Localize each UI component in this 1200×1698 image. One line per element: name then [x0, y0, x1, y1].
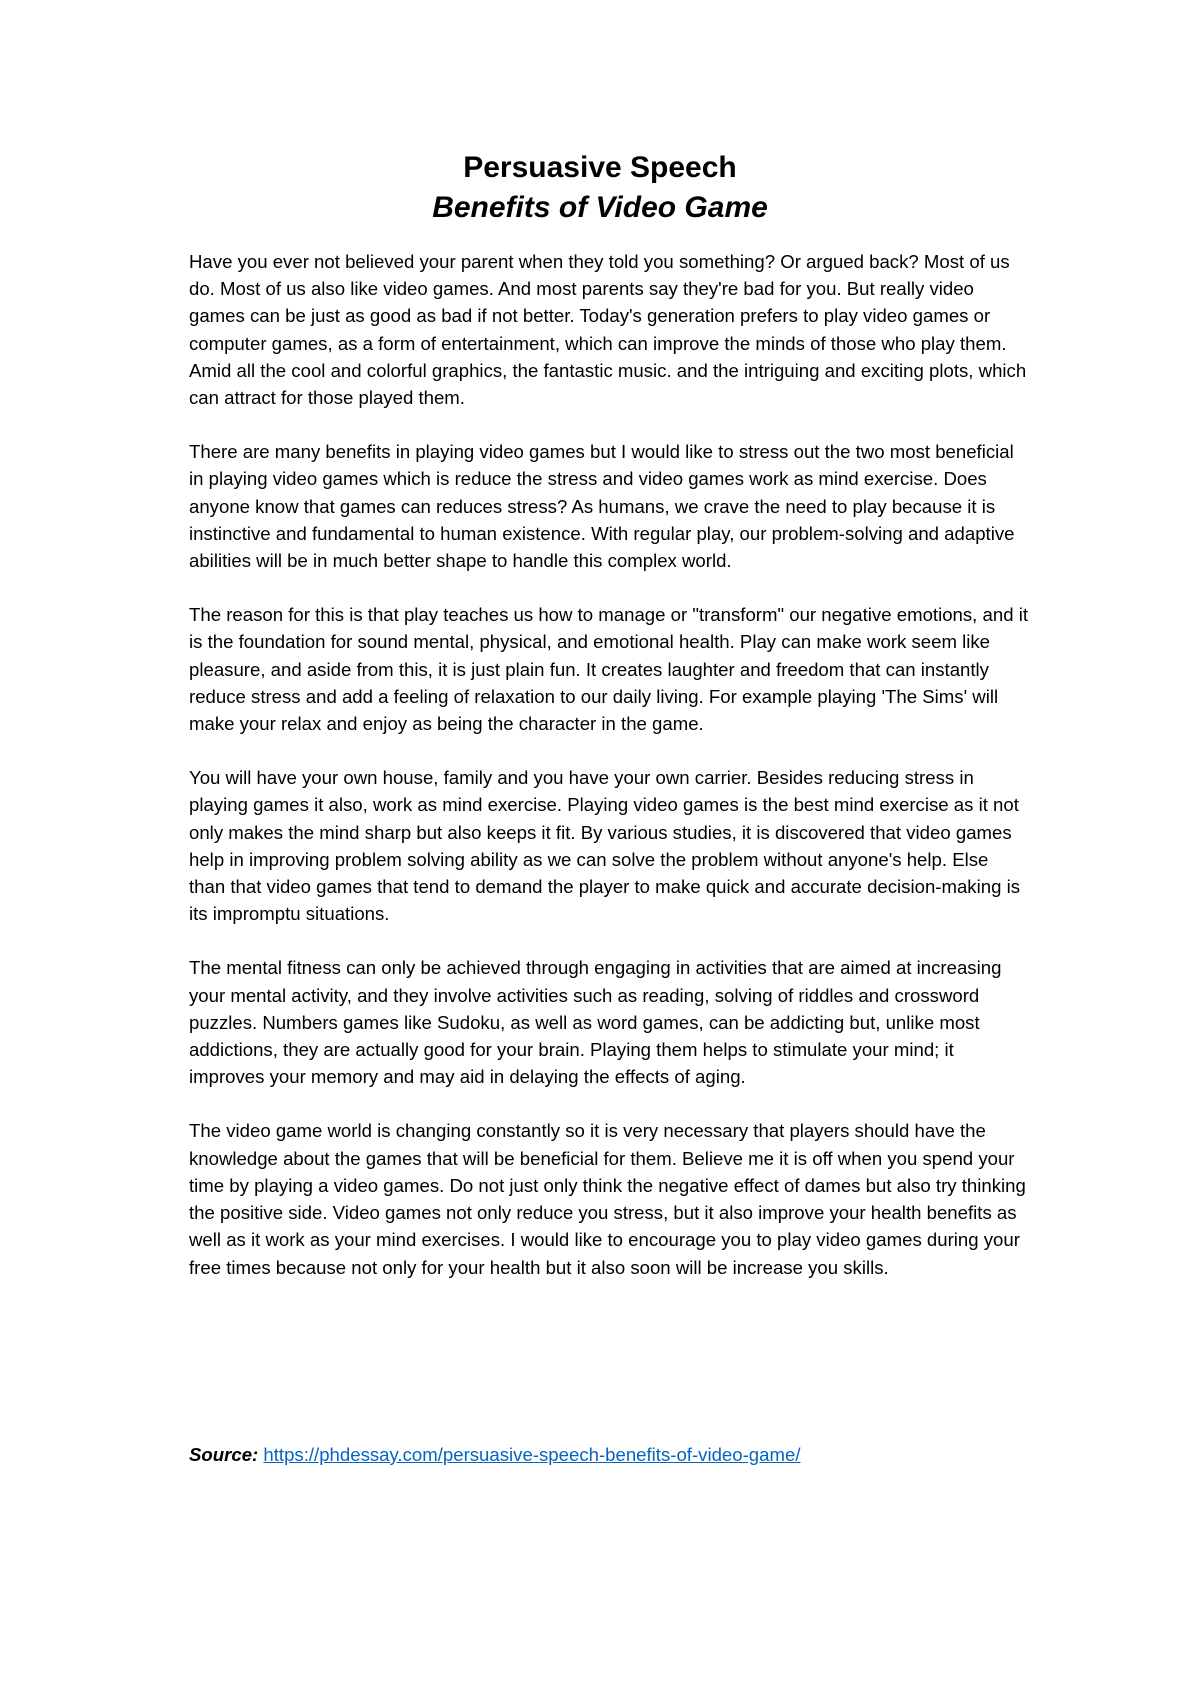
paragraph-1: Have you ever not believed your parent when they told you something? Or argued back? Most of us do. Most of us also like video games. And most parents say they're bad for you. But really video games can be just as good as bad if not better. Today's generation prefers to play video games or computer games, as a form of entertainment, which can improve the minds of those who play them. Amid all the cool and colorful graphics, the fantastic music. and the intriguing and exciting plots, which can attract for those played them. — [189, 251, 1027, 409]
title-block — [0, 148, 1200, 228]
paragraph-4: You will have your own house, family and you have your own carrier. Besides reducing stress in playing games it also, work as mind exercise. Playing video games is the best mind exercise as it not only makes the mind sharp but also keeps it fit. By various studies, it is discovered that video games help in improving problem solving ability as we can solve the problem without anyone's help. Else than that video games that tend to demand the player to make quick and accurate decision-making is its impromptu situations. — [189, 767, 1021, 925]
document-subtitle: Benefits of Video Game — [432, 191, 768, 224]
document-title: Persuasive Speech — [463, 151, 737, 184]
paragraph-6: The video game world is changing constantly so it is very necessary that players should have the knowledge about the games that will be beneficial for them. Believe me it is off when you spend your time by playing a video games. Do not just only think the negative effect of dames but also try thinking the positive side. Video games not only reduce you stress, but it also improve your health benefits as well as it work as your mind exercises. I would like to encourage you to play video games during your free times because not only for your health but it also soon will be increase you skills. — [189, 1120, 1026, 1278]
source-line — [189, 1441, 1029, 1468]
paragraph-2: There are many benefits in playing video games but I would like to stress out the two most beneficial in playing video games which is reduce the stress and video games work as mind exercise. Does anyone know that games can reduces stress? As humans, we crave the need to play because it is instinctive and fundamental to human existence. With regular play, our problem-solving and adaptive abilities will be in much better shape to handle this complex world. — [189, 441, 1015, 572]
source-label: Source: — [189, 1444, 259, 1465]
document-body — [189, 248, 1029, 1308]
paragraph-3: The reason for this is that play teaches us how to manage or "transform" our negative emotions, and it is the foundation for sound mental, physical, and emotional health. Play can make work seem like pleasure, and aside from this, it is just plain fun. It creates laughter and freedom that can instantly reduce stress and add a feeling of relaxation to our daily living. For example playing 'The Sims' will make your relax and enjoy as being the character in the game. — [189, 604, 1028, 735]
source-link[interactable]: https://phdessay.com/persuasive-speech-benefits-of-video-game/ — [263, 1444, 801, 1465]
paragraph-5: The mental fitness can only be achieved through engaging in activities that are aimed at increasing your mental activity, and they involve activities such as reading, solving of riddles and crossword puzzles. Numbers games like Sudoku, as well as word games, can be addicting but, unlike most addictions, they are actually good for your brain. Playing them helps to stimulate your mind; it improves your memory and may aid in delaying the effects of aging. — [189, 957, 1002, 1088]
